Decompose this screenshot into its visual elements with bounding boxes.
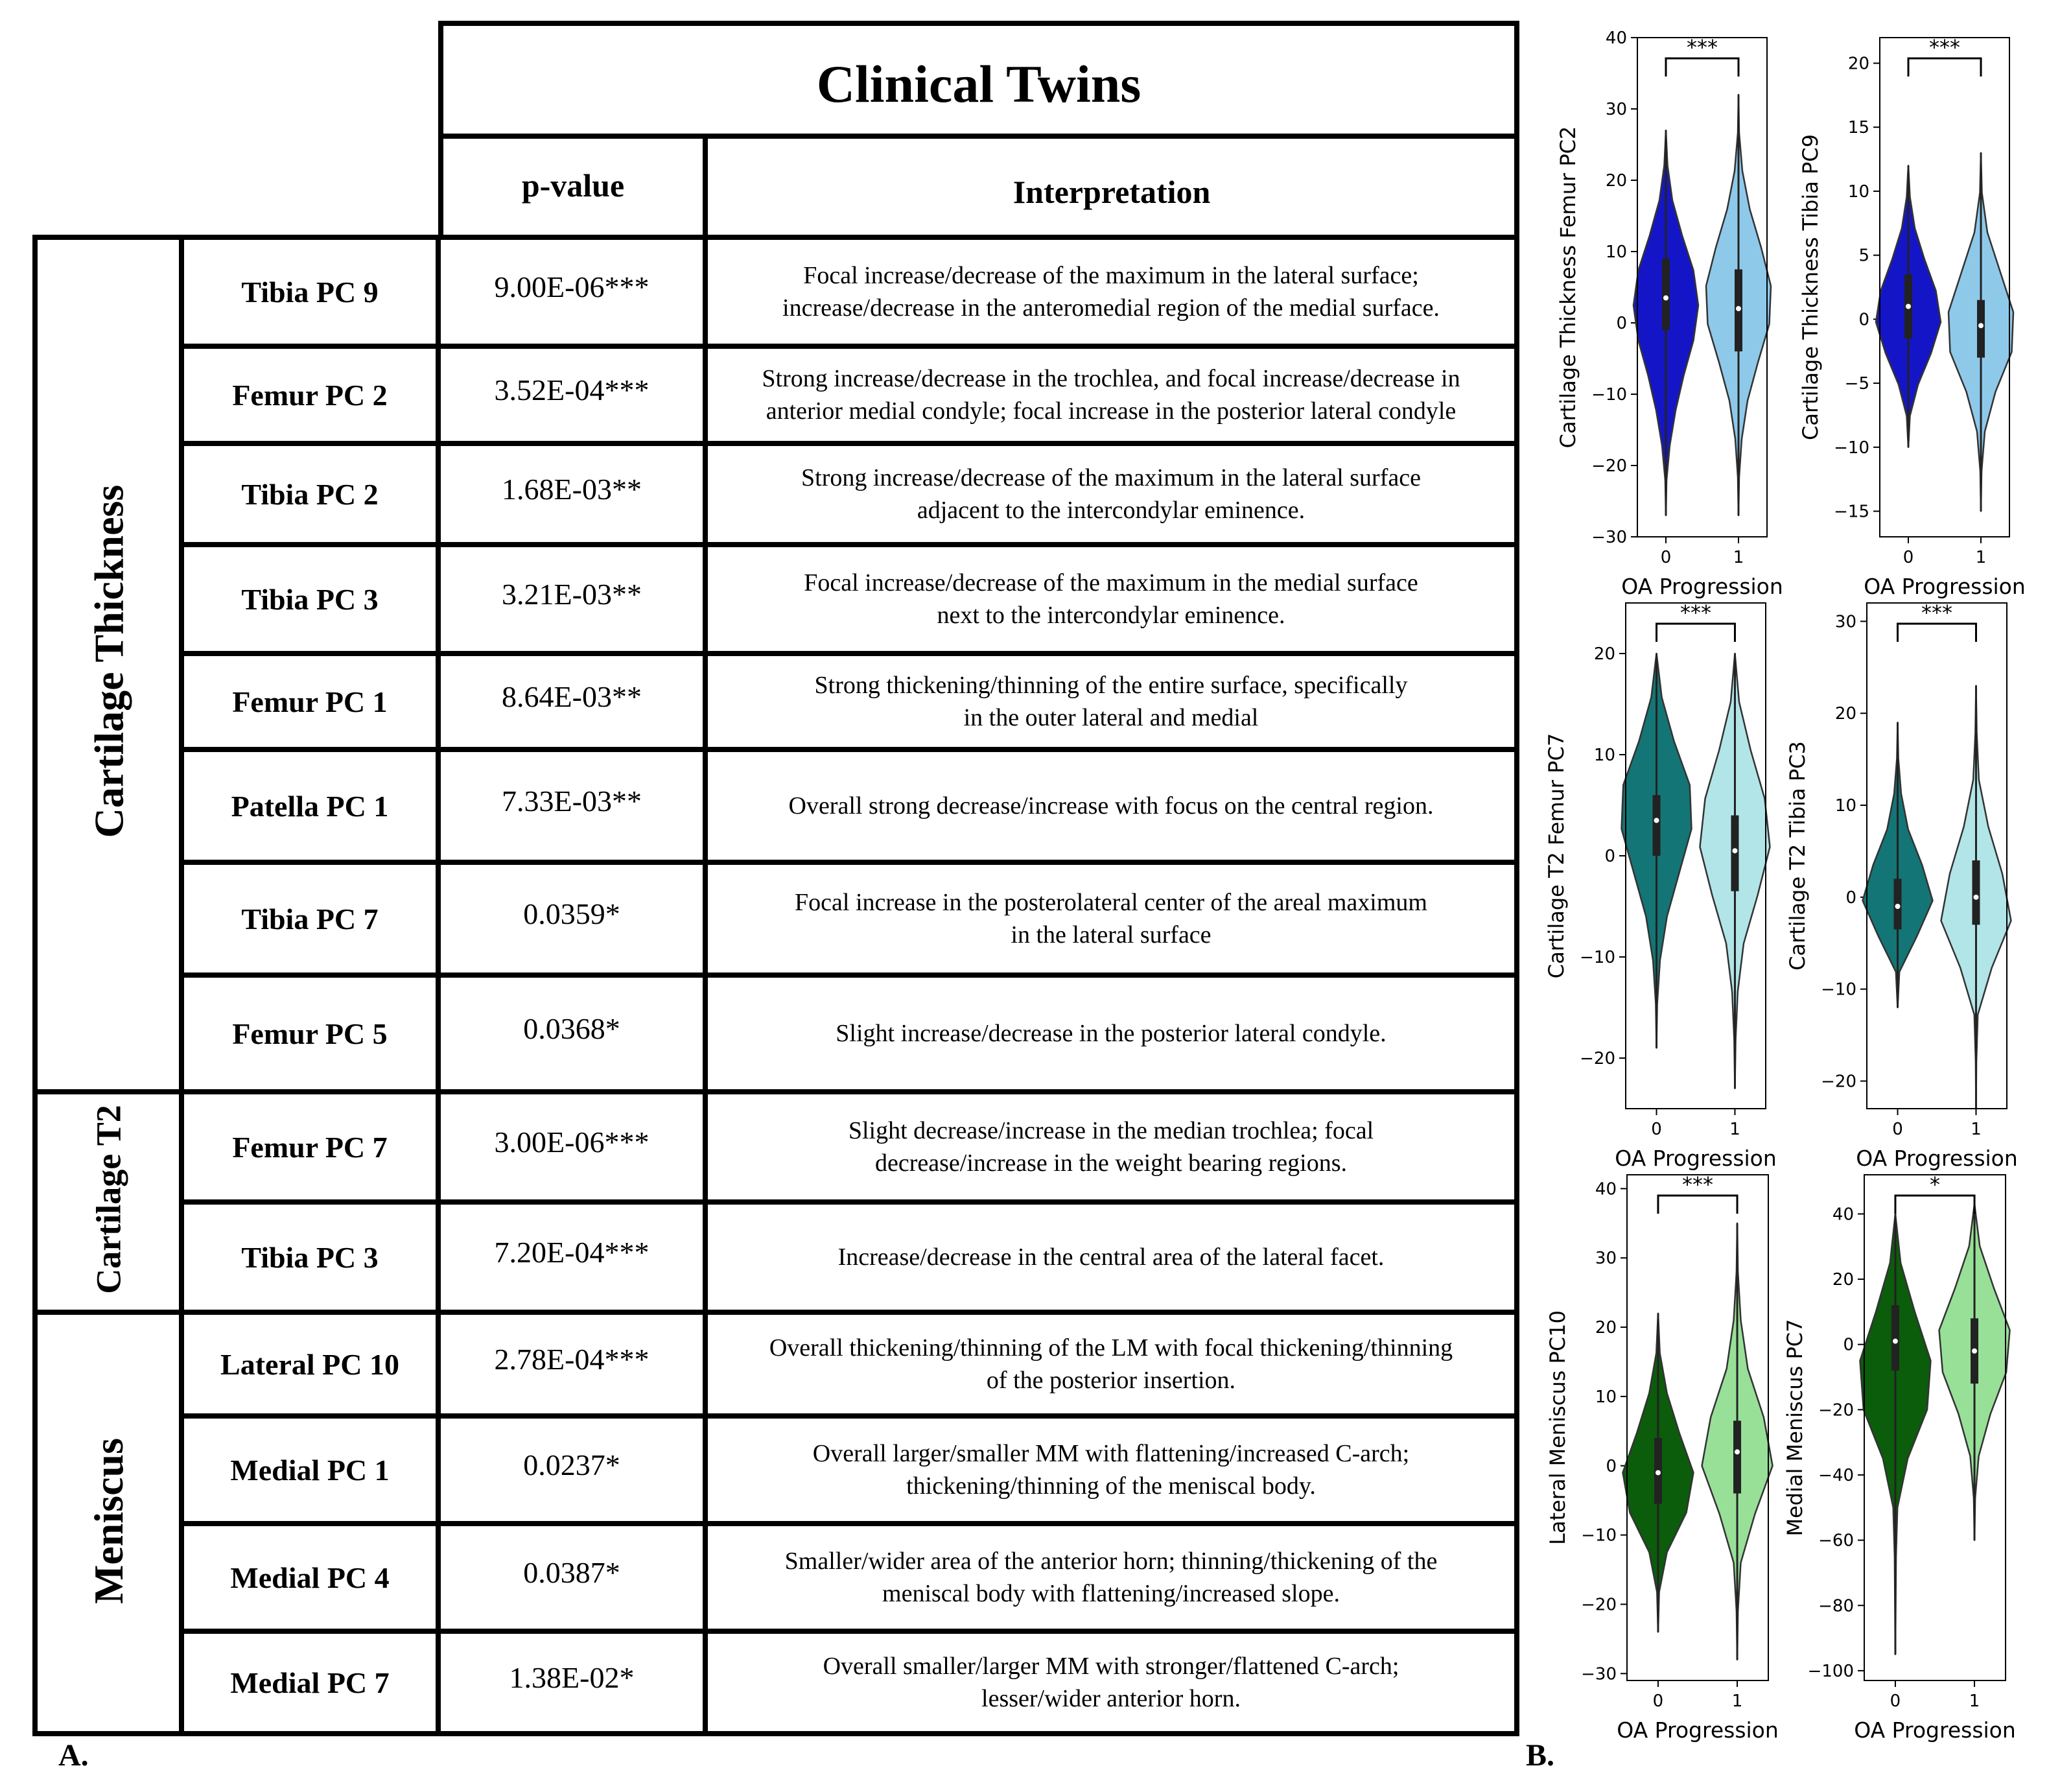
- row-interpretation: [708, 1634, 1514, 1731]
- table-border: [32, 1089, 1519, 1094]
- table-border: [438, 21, 1519, 26]
- y-tick-label: 10: [1595, 1387, 1617, 1407]
- row-pvalue: 3.52E-04***: [494, 373, 650, 407]
- y-axis-label: Medial Meniscus PC7: [1783, 1319, 1807, 1537]
- panel-label-a: A.: [58, 1738, 89, 1773]
- significance-bracket: [1898, 624, 1976, 642]
- violin-body: [1706, 95, 1771, 515]
- y-tick-label: 10: [1593, 746, 1615, 765]
- table-border: [32, 1731, 1519, 1736]
- interpretation-line: anterior medial condyle; focal increase in the posterior lateral condyle: [766, 397, 1457, 425]
- y-tick-label: −30: [1581, 1664, 1617, 1684]
- y-tick-label: 0: [1843, 1335, 1854, 1355]
- y-tick-label: 0: [1845, 888, 1856, 908]
- row-pvalue: 0.0387*: [523, 1555, 620, 1589]
- row-interpretation: [708, 1315, 1514, 1413]
- violin-body: [1863, 722, 1933, 1008]
- table-border: [179, 542, 1519, 547]
- row-interpretation: [708, 752, 1514, 860]
- y-tick-label: 20: [1834, 704, 1856, 724]
- y-tick-label: −60: [1818, 1531, 1854, 1551]
- significance-bracket: [1657, 624, 1735, 642]
- violin-iqr-box: [1653, 795, 1661, 856]
- y-tick-label: 20: [1605, 171, 1627, 191]
- row-pc-label: Tibia PC 2: [241, 477, 379, 511]
- x-axis-label: OA Progression: [1615, 1146, 1777, 1171]
- table-border: [436, 235, 441, 1736]
- y-tick-label: 30: [1834, 612, 1856, 632]
- table-border: [1514, 235, 1519, 1736]
- row-pc-label: Tibia PC 3: [241, 1240, 379, 1274]
- interpretation-line: Smaller/wider area of the anterior horn; thinning/thickening of the: [784, 1548, 1438, 1575]
- row-interpretation: [708, 1526, 1514, 1629]
- y-tick-label: −15: [1834, 502, 1869, 522]
- x-axis-label: OA Progression: [1856, 1146, 2018, 1171]
- violin-chart-2: [1798, 35, 2026, 599]
- violin-median-dot: [1893, 1339, 1898, 1344]
- violin-chart-1: [1556, 29, 1783, 599]
- row-pvalue: 3.21E-03**: [502, 577, 642, 611]
- y-axis-label: Cartilage Thickness Femur PC2: [1556, 126, 1580, 449]
- row-pvalue: 1.68E-03**: [502, 472, 642, 506]
- x-tick-label: 0: [1902, 548, 1914, 567]
- y-tick-label: −10: [1821, 980, 1856, 1000]
- y-tick-label: −20: [1581, 1595, 1617, 1615]
- row-pc-label: Femur PC 1: [232, 685, 388, 718]
- x-axis-label: OA Progression: [1621, 574, 1783, 599]
- row-pvalue: 7.20E-04***: [494, 1235, 650, 1269]
- y-tick-label: −20: [1821, 1072, 1856, 1092]
- violin-chart-5: [1545, 1172, 1779, 1743]
- row-pc-label: Tibia PC 3: [241, 582, 379, 616]
- y-tick-label: 20: [1847, 54, 1869, 74]
- y-tick-label: 20: [1595, 1318, 1617, 1338]
- y-tick-label: 40: [1595, 1179, 1617, 1199]
- group-label-cartilage-thickness: Cartilage Thickness: [86, 484, 132, 838]
- violin-iqr-box: [1904, 274, 1912, 338]
- y-tick-label: −10: [1581, 1526, 1617, 1546]
- x-tick-label: 1: [1975, 548, 1987, 567]
- violin-body: [1949, 153, 2013, 512]
- table-border: [438, 134, 1519, 139]
- violin-body: [1633, 130, 1698, 515]
- y-axis-label: Lateral Meniscus PC10: [1545, 1310, 1570, 1545]
- significance-label: ***: [1687, 35, 1718, 60]
- row-pvalue: 1.38E-02*: [509, 1660, 635, 1694]
- column-header-pvalue: p-value: [521, 167, 625, 204]
- interpretation-line: Focal increase in the posterolateral center of the areal maximum: [795, 889, 1427, 916]
- group-label-cartilage-t2: Cartilage T2: [89, 1105, 128, 1294]
- violin-median-dot: [1972, 1349, 1977, 1354]
- y-tick-label: 0: [1858, 310, 1869, 330]
- violin-iqr-box: [1654, 1438, 1662, 1504]
- row-pvalue: 0.0368*: [523, 1011, 620, 1045]
- violin-chart-4: [1785, 600, 2018, 1171]
- violin-median-dot: [1654, 818, 1659, 823]
- row-pvalue: 7.33E-03**: [502, 784, 642, 818]
- violin-iqr-box: [1662, 259, 1670, 330]
- significance-label: *: [1930, 1172, 1940, 1197]
- interpretation-line: lesser/wider anterior horn.: [981, 1685, 1241, 1712]
- plot-frame: [1637, 38, 1767, 537]
- y-tick-label: 30: [1605, 100, 1627, 119]
- plot-frame: [1880, 38, 2009, 537]
- table-border: [179, 651, 1519, 656]
- row-interpretation: [708, 656, 1514, 747]
- violin-median-dot: [1736, 306, 1741, 311]
- violin-median-dot: [1973, 895, 1978, 900]
- violin-iqr-box: [1971, 1318, 1978, 1384]
- y-tick-label: −100: [1807, 1661, 1854, 1681]
- significance-bracket: [1895, 1196, 1974, 1214]
- y-tick-label: −20: [1818, 1400, 1854, 1421]
- y-tick-label: 0: [1616, 314, 1627, 333]
- table-border: [179, 973, 1519, 978]
- violin-iqr-box: [1731, 816, 1738, 891]
- y-tick-label: −10: [1834, 438, 1869, 458]
- violin-iqr-box: [1891, 1305, 1899, 1371]
- row-pvalue: 2.78E-04***: [494, 1342, 650, 1376]
- row-interpretation: [708, 547, 1514, 651]
- x-tick-label: 0: [1892, 1120, 1903, 1139]
- y-tick-label: 0: [1606, 1456, 1617, 1476]
- row-pc-label: Tibia PC 9: [241, 275, 379, 309]
- interpretation-line: Overall smaller/larger MM with stronger/flattened C-arch;: [823, 1653, 1399, 1680]
- x-tick-label: 1: [1731, 1692, 1743, 1711]
- violin-body: [1622, 654, 1692, 1048]
- x-tick-label: 0: [1660, 548, 1672, 567]
- x-axis-label: OA Progression: [1864, 574, 2026, 599]
- violin-median-dot: [1735, 1449, 1740, 1454]
- row-pc-label: Lateral PC 10: [220, 1347, 399, 1381]
- table-border: [179, 1629, 1519, 1634]
- column-header-interpretation: Interpretation: [1012, 174, 1211, 210]
- x-tick-label: 1: [1729, 1120, 1740, 1139]
- interpretation-line: increase/decrease in the anteromedial region of the medial surface.: [782, 294, 1440, 322]
- violin-iqr-box: [1977, 300, 1985, 358]
- row-interpretation: [708, 240, 1514, 344]
- violin-median-dot: [1732, 848, 1737, 853]
- row-pc-label: Femur PC 2: [232, 378, 388, 412]
- panel-label-b: B.: [1526, 1738, 1555, 1773]
- violin-median-dot: [1978, 323, 1984, 328]
- table-border: [179, 747, 1519, 752]
- row-pc-label: Medial PC 1: [230, 1453, 390, 1487]
- violin-iqr-box: [1972, 860, 1980, 925]
- violin-median-dot: [1895, 904, 1901, 909]
- violin-median-dot: [1656, 1470, 1661, 1475]
- table-border: [179, 1413, 1519, 1419]
- interpretation-line: meniscal body with flattening/increased slope.: [882, 1580, 1340, 1607]
- x-tick-label: 1: [1971, 1120, 1982, 1139]
- y-tick-label: −20: [1580, 1049, 1615, 1068]
- table-border: [179, 860, 1519, 865]
- y-tick-label: 20: [1593, 644, 1615, 664]
- interpretation-line: adjacent to the intercondylar eminence.: [917, 497, 1305, 524]
- table-border: [32, 235, 1519, 240]
- interpretation-line: Strong increase/decrease of the maximum in the lateral surface: [801, 464, 1421, 491]
- row-pvalue: 8.64E-03**: [502, 679, 642, 713]
- table-border: [179, 1521, 1519, 1526]
- violin-iqr-box: [1735, 270, 1742, 352]
- x-tick-label: 0: [1652, 1692, 1664, 1711]
- interpretation-line: in the outer lateral and medial: [963, 704, 1259, 731]
- violin-body: [1876, 165, 1941, 447]
- interpretation-line: Overall strong decrease/increase with focus on the central region.: [788, 792, 1434, 819]
- y-tick-label: −20: [1591, 456, 1627, 476]
- row-pc-label: Medial PC 4: [230, 1561, 390, 1594]
- x-tick-label: 0: [1651, 1120, 1662, 1139]
- violin-body: [1939, 1204, 2010, 1540]
- violin-iqr-box: [1894, 878, 1902, 929]
- y-tick-label: 10: [1847, 182, 1869, 202]
- row-pc-label: Medial PC 7: [230, 1666, 390, 1699]
- row-pvalue: 3.00E-06***: [494, 1125, 650, 1159]
- interpretation-line: in the lateral surface: [1011, 921, 1211, 949]
- row-interpretation: [708, 1419, 1514, 1521]
- y-tick-label: 30: [1595, 1249, 1617, 1269]
- y-tick-label: −80: [1818, 1596, 1854, 1616]
- y-tick-label: −30: [1591, 528, 1627, 547]
- interpretation-line: Slight decrease/increase in the median trochlea; focal: [848, 1117, 1374, 1144]
- violin-iqr-box: [1733, 1421, 1741, 1493]
- row-pc-label: Femur PC 7: [232, 1130, 388, 1164]
- significance-bracket: [1658, 1196, 1737, 1214]
- table-border: [179, 441, 1519, 446]
- row-pc-label: Tibia PC 7: [241, 902, 379, 936]
- x-tick-label: 0: [1890, 1692, 1901, 1711]
- row-pc-label: Patella PC 1: [231, 789, 389, 823]
- significance-label: ***: [1682, 1172, 1713, 1197]
- y-tick-label: −10: [1591, 385, 1627, 405]
- y-tick-label: 40: [1605, 29, 1627, 48]
- row-interpretation: [708, 446, 1514, 542]
- group-label-meniscus: Meniscus: [86, 1438, 132, 1604]
- interpretation-line: thickening/thinning of the meniscal body.: [906, 1472, 1316, 1500]
- violin-body: [1860, 1214, 1930, 1654]
- table-border: [179, 1199, 1519, 1205]
- y-tick-label: 5: [1858, 246, 1869, 266]
- x-axis-label: OA Progression: [1854, 1717, 2016, 1743]
- y-axis-label: Cartilage T2 Tibia PC3: [1785, 741, 1810, 971]
- row-interpretation: [708, 1205, 1514, 1310]
- violin-chart-6: [1783, 1172, 2016, 1743]
- significance-bracket: [1908, 58, 1981, 77]
- interpretation-line: Focal increase/decrease of the maximum in the medial surface: [804, 569, 1418, 596]
- y-tick-label: 40: [1832, 1205, 1854, 1225]
- violin-body: [1702, 1223, 1773, 1660]
- row-pvalue: 0.0359*: [523, 897, 620, 930]
- y-tick-label: 10: [1834, 796, 1856, 816]
- y-tick-label: −40: [1818, 1465, 1854, 1485]
- plot-frame: [1627, 1175, 1768, 1680]
- violin-body: [1622, 1314, 1693, 1633]
- interpretation-line: Strong thickening/thinning of the entire surface, specifically: [814, 672, 1408, 699]
- significance-label: ***: [1680, 600, 1711, 625]
- plot-frame: [1864, 1175, 2006, 1680]
- row-interpretation: [708, 865, 1514, 973]
- violin-body: [1700, 654, 1770, 1089]
- x-axis-label: OA Progression: [1617, 1717, 1779, 1743]
- row-pvalue: 0.0237*: [523, 1448, 620, 1481]
- significance-label: ***: [1921, 600, 1952, 625]
- interpretation-line: Overall larger/smaller MM with flattening/increased C-arch;: [812, 1440, 1410, 1467]
- row-interpretation: [708, 349, 1514, 441]
- x-tick-label: 1: [1733, 548, 1744, 567]
- interpretation-line: of the posterior insertion.: [986, 1367, 1236, 1394]
- significance-label: ***: [1929, 35, 1960, 60]
- y-tick-label: 10: [1605, 242, 1627, 262]
- y-tick-label: 0: [1604, 847, 1615, 866]
- interpretation-line: Overall thickening/thinning of the LM with focal thickening/thinning: [769, 1334, 1453, 1362]
- significance-bracket: [1666, 58, 1738, 77]
- violin-chart-3: [1544, 600, 1777, 1171]
- interpretation-line: Slight increase/decrease in the posterior lateral condyle.: [836, 1020, 1387, 1047]
- y-tick-label: −10: [1580, 948, 1615, 967]
- x-tick-label: 1: [1969, 1692, 1980, 1711]
- y-tick-label: −5: [1844, 374, 1869, 394]
- interpretation-line: next to the intercondylar eminence.: [937, 602, 1285, 629]
- violin-median-dot: [1663, 296, 1668, 301]
- table-border: [179, 344, 1519, 349]
- table-border: [703, 235, 708, 1736]
- interpretation-line: decrease/increase in the weight bearing regions.: [874, 1149, 1347, 1177]
- interpretation-line: Increase/decrease in the central area of the lateral facet.: [837, 1244, 1385, 1271]
- interpretation-line: Focal increase/decrease of the maximum in the lateral surface;: [803, 262, 1419, 289]
- plot-frame: [1867, 603, 2007, 1109]
- y-axis-label: Cartilage Thickness Tibia PC9: [1798, 134, 1823, 440]
- table-border: [32, 235, 38, 1736]
- row-interpretation: [708, 1094, 1514, 1199]
- row-interpretation: [708, 978, 1514, 1089]
- row-pc-label: Femur PC 5: [232, 1017, 388, 1050]
- table-title: Clinical Twins: [816, 54, 1141, 113]
- violin-body: [1941, 686, 2011, 1109]
- y-tick-label: 15: [1847, 118, 1869, 138]
- y-tick-label: 20: [1832, 1270, 1854, 1290]
- plot-frame: [1626, 603, 1766, 1109]
- violin-median-dot: [1906, 304, 1911, 309]
- table-border: [32, 1310, 1519, 1315]
- row-pvalue: 9.00E-06***: [494, 270, 650, 303]
- interpretation-line: Strong increase/decrease in the trochlea, and focal increase/decrease in: [762, 365, 1460, 392]
- y-axis-label: Cartilage T2 Femur PC7: [1544, 733, 1569, 979]
